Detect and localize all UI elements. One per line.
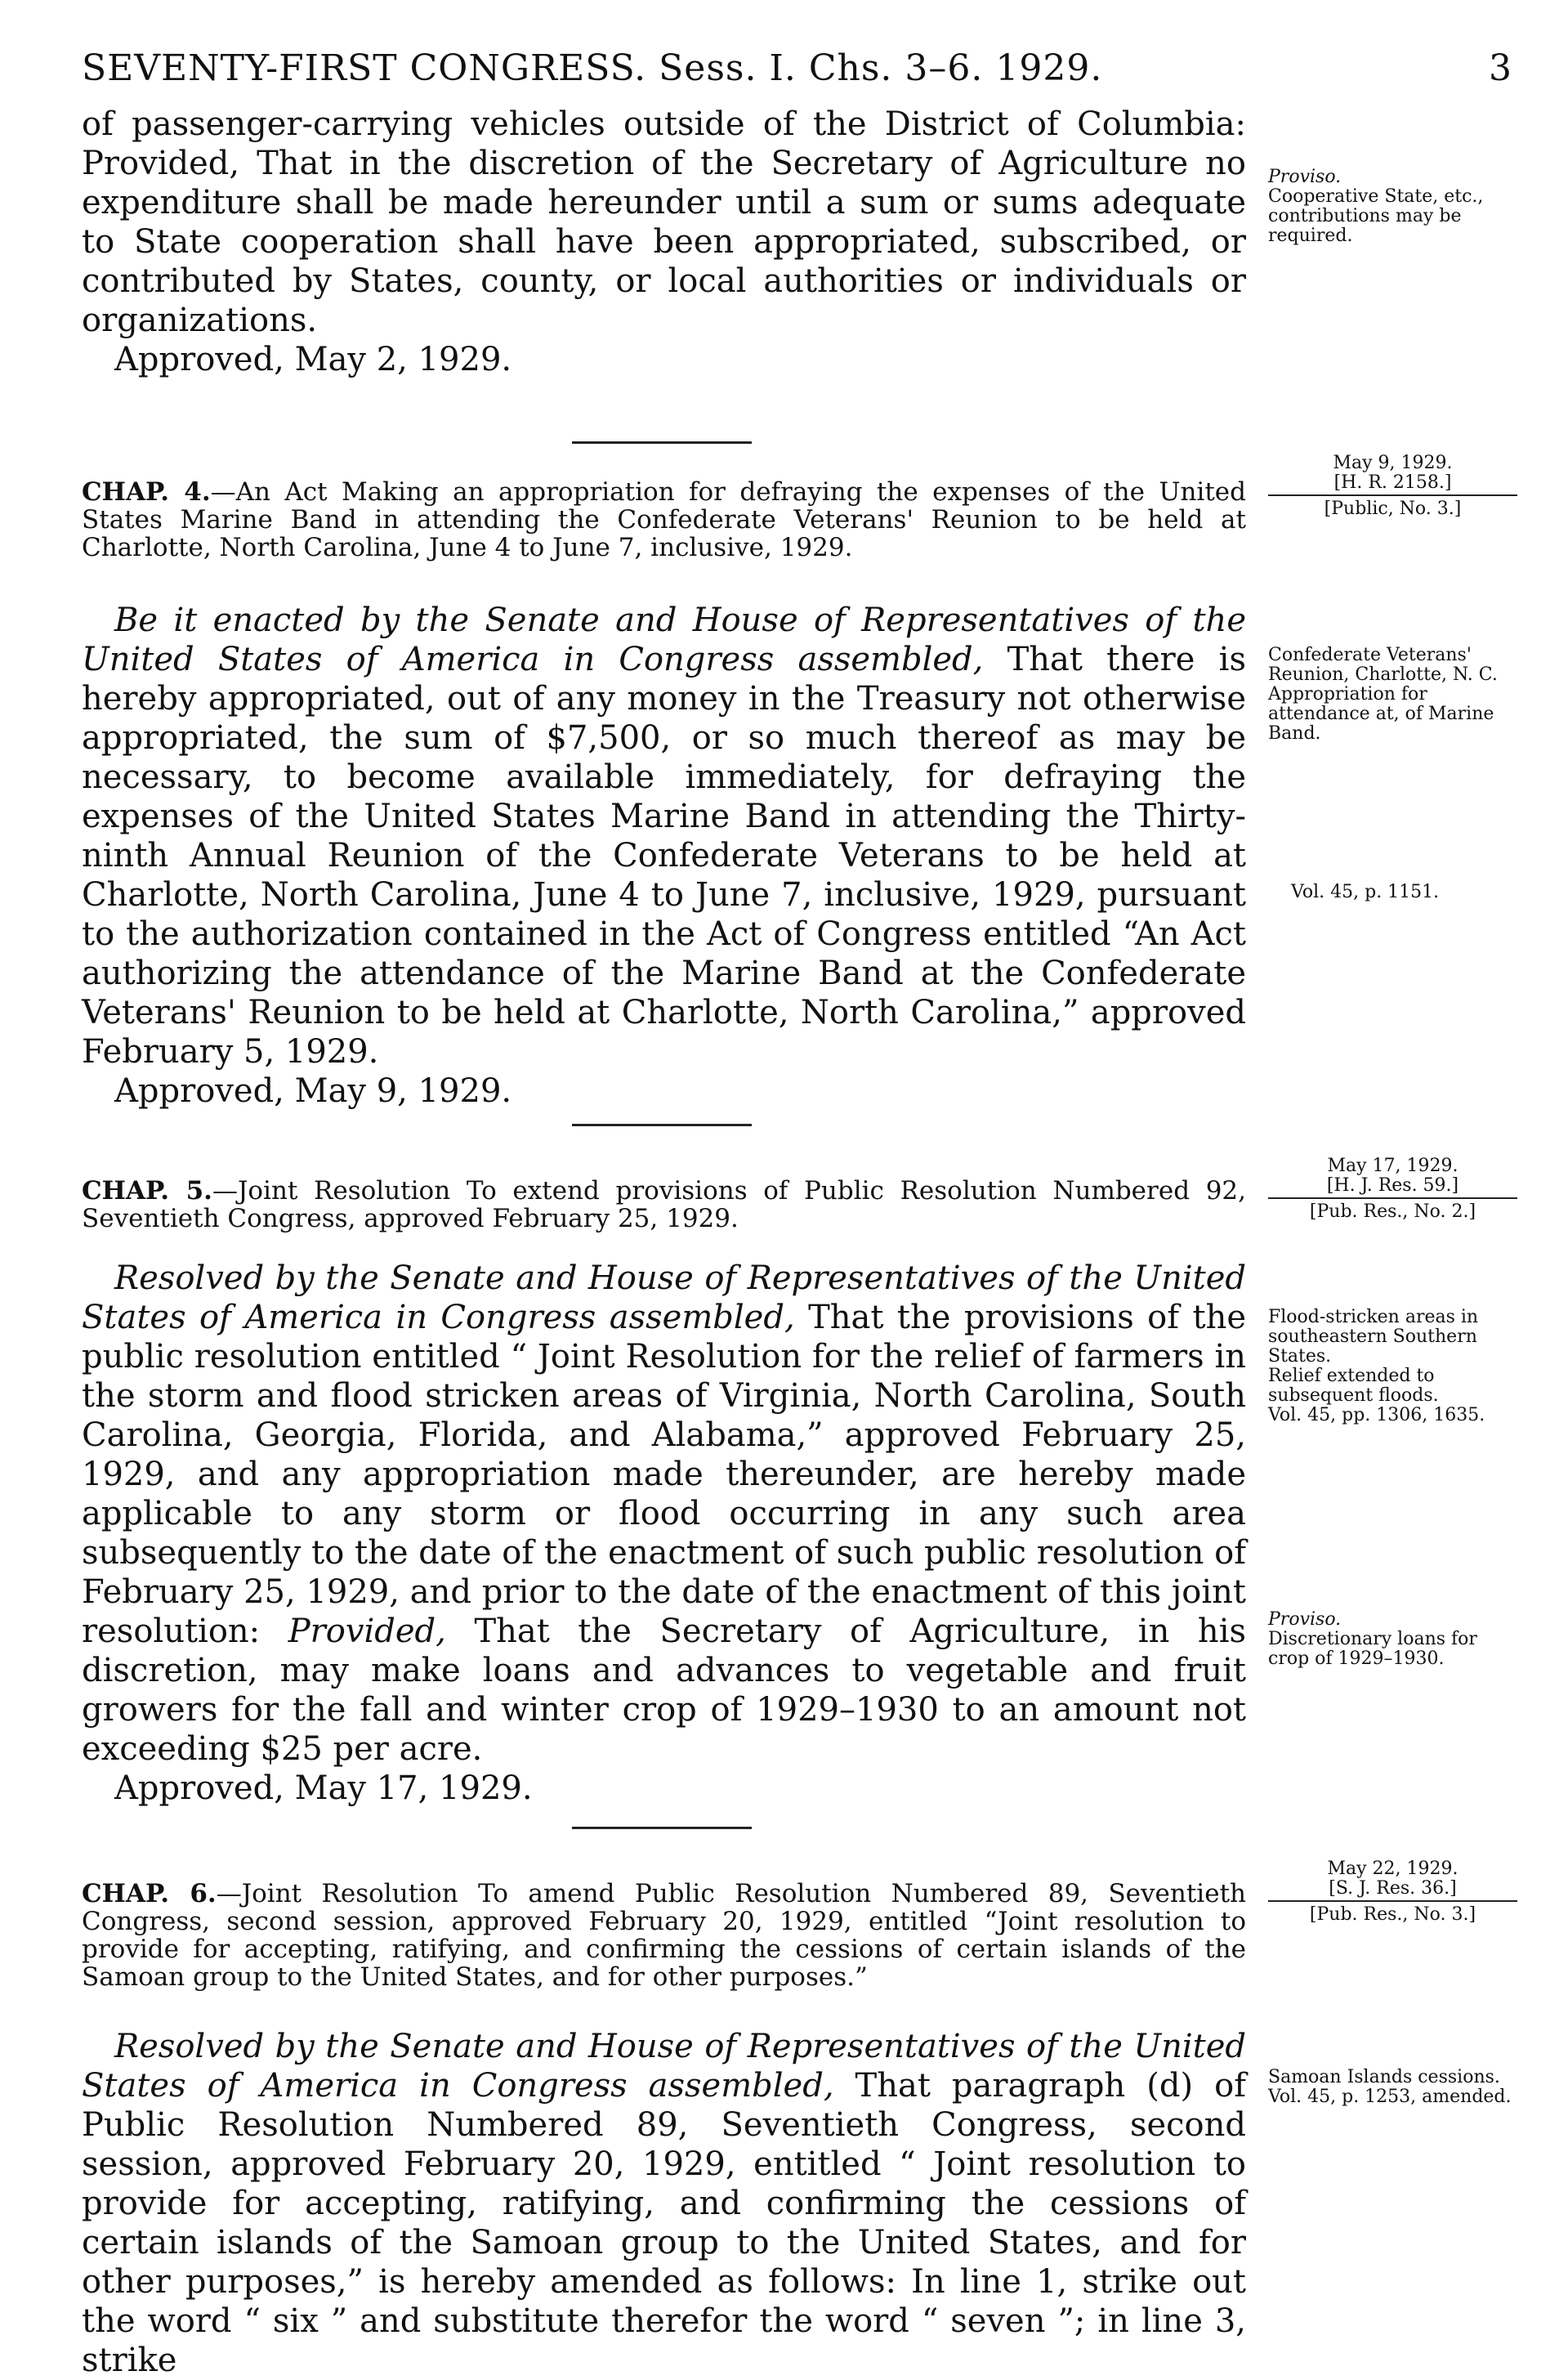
chapter-5-title: —Joint Resolution To extend provisions of Public Resolution Numbered 92, Seventieth Congress, approved February 25, 1929. [82,1176,1246,1233]
chapter-5-heading [82,1177,1246,1232]
margin-ch4-public: [Public, No. 3.] [1324,499,1462,519]
margin-note-flood [1268,1308,1517,1425]
margin-ch5-bill: [H. J. Res. 59.] [1268,1176,1517,1199]
margin-cooperation-note: Cooperative State, etc., contributions may be required. [1268,186,1484,246]
chapter-6-body [82,2027,1246,2380]
chapter-6-heading [82,1880,1246,1991]
chapter-6-title: —Joint Resolution To amend Public Resolution Numbered 89, Seventieth Congress, second session, approved February 20, 1929, entitled “Joint resolution to provide for accepting, ratifying, and confirming the cessions of certain islands of the Samoan group to the United States, and for other purposes.” [82,1879,1246,1992]
margin-proviso-label: Proviso. [1268,167,1342,187]
chapter-3-approved: Approved, May 2, 1929. [114,341,512,378]
margin-ch4-date: May 9, 1929. [1333,453,1453,473]
page-number: 3 [1489,47,1512,89]
margin-bill-info-ch5 [1268,1156,1517,1222]
section-divider [572,1827,752,1829]
chapter-6-text: That paragraph (d) of Public Resolution Numbered 89, Seventieth Congress, second session, approved February 20, 1929, entitled “ Joint resolution to provide for accepting, ratifying, and confirming the cessions of certain islands of the Samoan group to the United States, and for other purposes,” is hereby amended as follows: In line 1, strike out the word “ six ” and substitute therefor the word “ seven ”; in line 3, strike [82,2067,1246,2379]
margin-ch4-bill: [H. R. 2158.] [1268,473,1517,496]
chapter-6-label: CHAP. 6. [82,1879,217,1908]
chapter-4-label: CHAP. 4. [82,477,211,507]
margin-appropriation-note: Appropriation for attendance at, of Marine Band. [1268,684,1494,744]
margin-ch5-public: [Pub. Res., No. 2.] [1309,1201,1476,1222]
margin-relief-note: Relief extended to subsequent floods. [1268,1366,1439,1406]
margin-ch6-date: May 22, 1929. [1327,1859,1458,1879]
chapter-5-approved: Approved, May 17, 1929. [114,1769,533,1807]
chapter-4-title: —An Act Making an appropriation for defraying the expenses of the United States Marine Band in attending the Confederate Veterans' Reunion to be held at Charlotte, North Carolina, June 4 to June 7, inclusive, 1929. [82,477,1246,562]
proviso-word: Provided, [288,1613,446,1650]
section-divider [572,1124,752,1126]
margin-reunion-note: Confederate Veterans' Reunion, Charlotte, N. C. [1268,645,1498,685]
chapter-5-body [82,1259,1246,1808]
running-header [82,47,1512,105]
margin-bill-info-ch4 [1268,454,1517,519]
margin-note-proviso [1268,168,1517,246]
margin-ch6-bill: [S. J. Res. 36.] [1268,1879,1517,1902]
margin-vol-1253: Vol. 45, p. 1253, amended. [1268,2087,1512,2107]
margin-vol-1306: Vol. 45, pp. 1306, 1635. [1268,1405,1485,1425]
margin-ch6-public: [Pub. Res., No. 3.] [1309,1904,1476,1925]
margin-samoa-note: Samoan Islands cessions. [1268,2067,1500,2087]
margin-note-loans [1268,1610,1517,1669]
chapter-4-text: That there is hereby appropriated, out of any money in the Treasury not otherwise appropriated, the sum of $7,500, or so much thereof as may be necessary, to become available immediately, for defraying the expenses of the United States Marine Band in attending the Thirty-ninth Annual Reunion of the Confederate Veterans to be held at Charlotte, North Carolina, June 4 to June 7, inclusive, 1929, pursuant to the authorization contained in the Act of Congress entitled “An Act authorizing the attendance of the Marine Band at the Confederate Veterans' Reunion to be held at Charlotte, North Carolina,” approved February 5, 1929. [82,641,1246,1071]
margin-vol-ref-ch4 [1291,883,1540,902]
margin-vol-1151: Vol. 45, p. 1151. [1291,882,1440,902]
margin-note-samoa [1268,2068,1517,2107]
chapter-4-body [82,601,1246,1111]
resolving-clause: Resolved by the Senate and House of Representatives of the United States of America in Congress assembled, [82,1259,1246,1336]
section-divider [572,441,752,444]
enacting-clause: Be it enacted by the Senate and House of Representatives of the United States of America in Congress assembled, [82,602,1246,678]
margin-bill-info-ch6 [1268,1859,1517,1925]
chapter-4-heading [82,478,1246,561]
chapter-5-label: CHAP. 5. [82,1176,212,1206]
chapter-3-continuation [82,105,1246,379]
margin-note-reunion [1268,646,1517,744]
chapter-3-text: of passenger-carrying vehicles outside of the District of Columbia: Provided, That in the discretion of the Secretary of Agriculture no expenditure shall be made hereunder until a sum or sums adequate to State cooperation shall have been appropriated, subscribed, or contributed by States, county, or local authorities or individuals or organizations. [82,105,1246,339]
chapter-4-approved: Approved, May 9, 1929. [114,1072,512,1110]
resolving-clause: Resolved by the Senate and House of Representatives of the United States of America in Congress assembled, [82,2028,1246,2105]
margin-ch5-date: May 17, 1929. [1327,1156,1458,1176]
margin-proviso-label: Proviso. [1268,1609,1342,1630]
margin-loans-note: Discretionary loans for crop of 1929–1930. [1268,1629,1477,1669]
chapter-5-text-2: That the Secretary of Agriculture, in his discretion, may make loans and advances to vegetable and fruit growers for the fall and winter crop of 1929–1930 to an amount not exceeding $25 per acre. [82,1613,1247,1768]
header-title: SEVENTY-FIRST CONGRESS. Sess. I. Chs. 3–6. 1929. [82,47,1103,89]
chapter-5-text-1: That the provisions of the public resolution entitled “ Joint Resolution for the relief of farmers in the storm and flood stricken areas of Virginia, North Carolina, South Carolina, Georgia, Florida, and Alabama,” approved February 25, 1929, and any appropriation made thereunder, are hereby made applicable to any storm or flood occurring in any such area subsequently to the date of the enactment of such public resolution of February 25, 1929, and prior to the date of the enactment of this joint resolution: [82,1299,1247,1650]
margin-flood-note: Flood-stricken areas in southeastern Southern States. [1268,1307,1479,1367]
